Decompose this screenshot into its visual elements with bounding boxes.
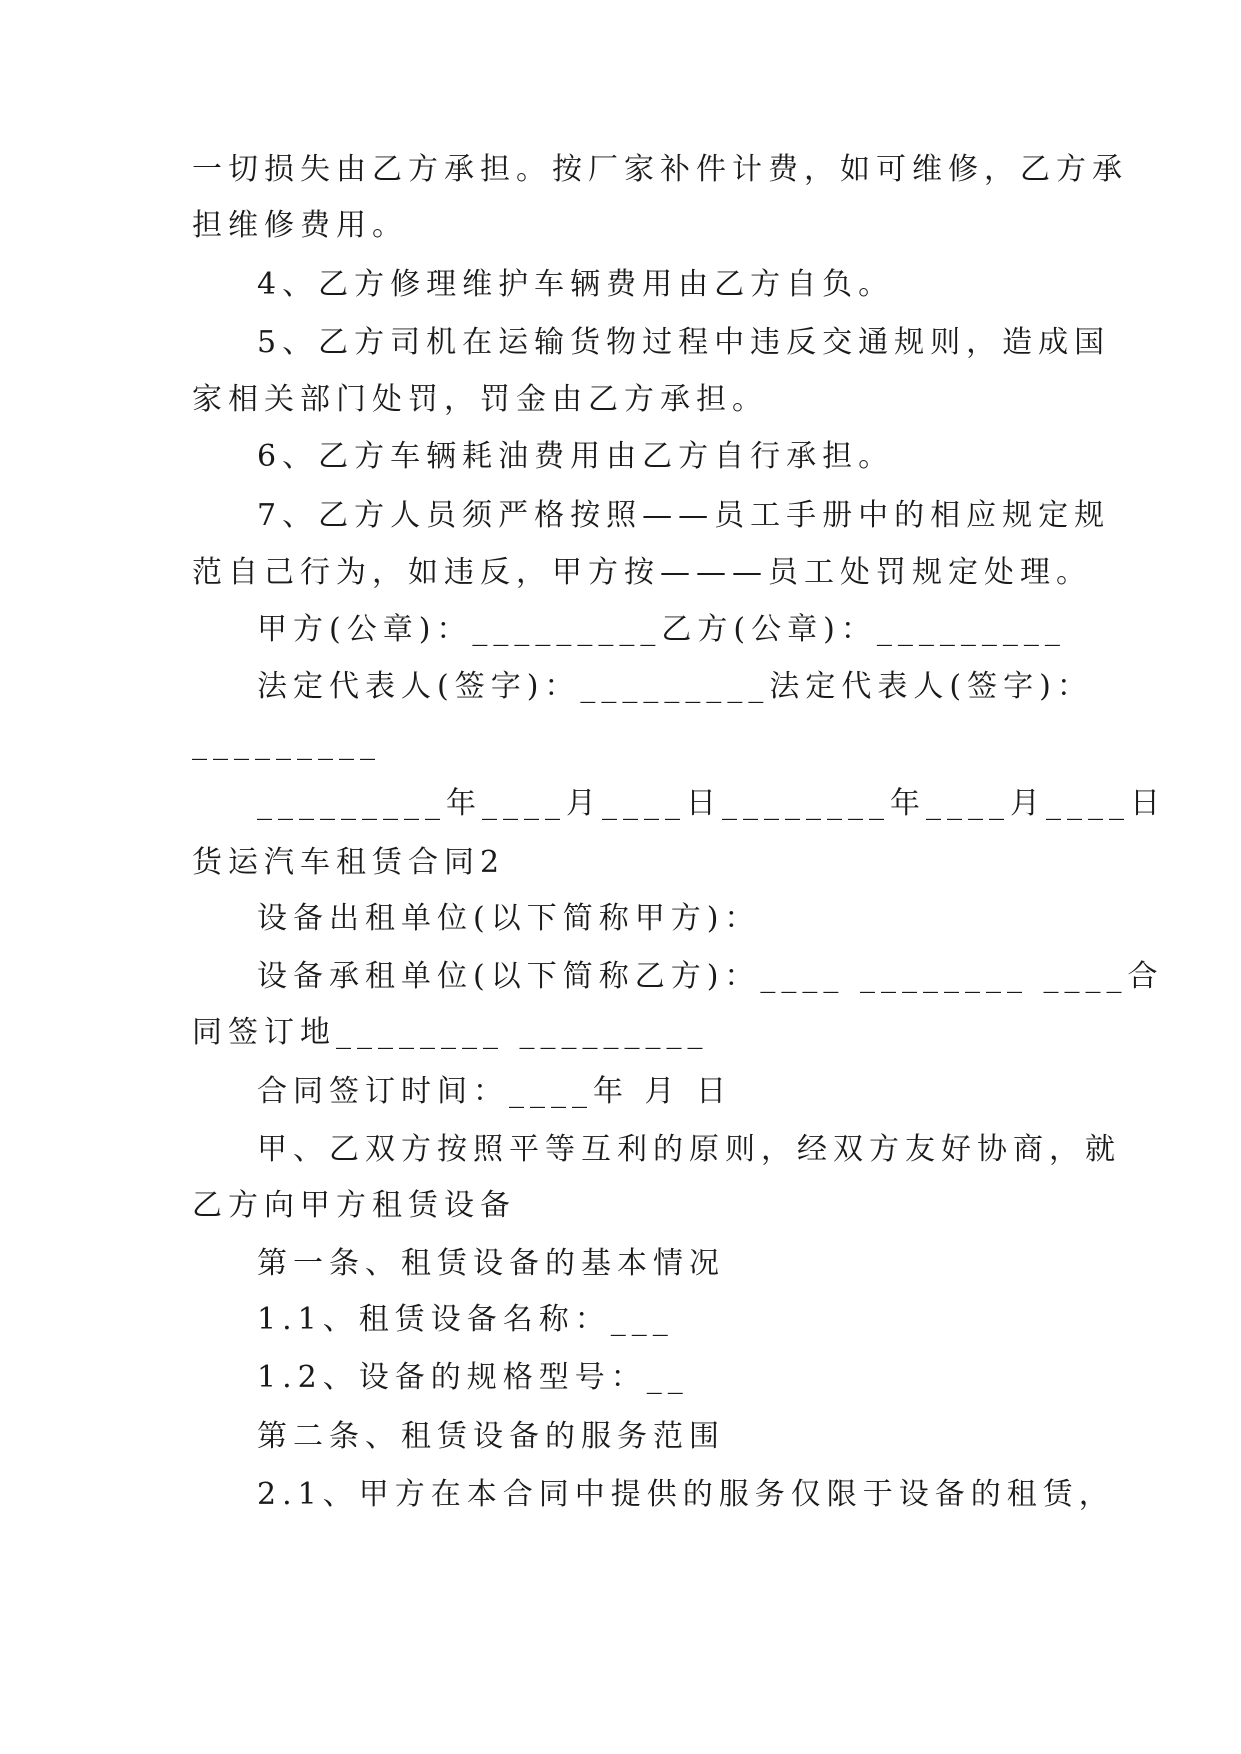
text-line: 一切损失由乙方承担。按厂家补件计费，如可维修，乙方承 — [192, 152, 1128, 187]
text-line: 设备出租单位(以下简称甲方)： — [257, 901, 761, 936]
text-line: 1.1、租赁设备名称：___ — [257, 1302, 674, 1337]
article-heading: 第二条、租赁设备的服务范围 — [257, 1419, 725, 1454]
text-line: 合同签订时间：____年 月 日 — [257, 1074, 733, 1109]
signature-blank: _________ — [192, 726, 381, 761]
text-line: 甲、乙双方按照平等互利的原则，经双方友好协商，就 — [257, 1132, 1121, 1167]
signature-line-company-seal: 甲方(公章)：_________乙方(公章)：_________ — [257, 612, 1066, 647]
date-line: _________年____月____日________年____月____日 — [257, 786, 1166, 821]
text-line: 7、乙方人员须严格按照——员工手册中的相应规定规 — [257, 498, 1111, 533]
text-line: 1.2、设备的规格型号：__ — [257, 1360, 689, 1395]
text-line: 6、乙方车辆耗油费用由乙方自行承担。 — [257, 439, 895, 474]
text-line: 担维修费用。 — [192, 208, 408, 243]
signature-line-representative: 法定代表人(签字)：_________法定代表人(签字)： — [257, 669, 1093, 704]
text-line: 2.1、甲方在本合同中提供的服务仅限于设备的租赁， — [257, 1477, 1115, 1512]
text-line: 范自己行为，如违反，甲方按———员工处罚规定处理。 — [192, 555, 1092, 590]
text-line: 5、乙方司机在运输货物过程中违反交通规则，造成国 — [257, 325, 1111, 360]
text-line: 设备承租单位(以下简称乙方)：____ ________ ____合 — [257, 959, 1164, 994]
text-line: 乙方向甲方租赁设备 — [192, 1188, 516, 1223]
text-line: 4、乙方修理维护车辆费用由乙方自负。 — [257, 267, 895, 302]
article-heading: 第一条、租赁设备的基本情况 — [257, 1246, 725, 1281]
text-line: 家相关部门处罚，罚金由乙方承担。 — [192, 382, 768, 417]
section-title: 货运汽车租赁合同2 — [192, 845, 506, 880]
text-line: 同签订地________ _________ — [192, 1015, 709, 1050]
